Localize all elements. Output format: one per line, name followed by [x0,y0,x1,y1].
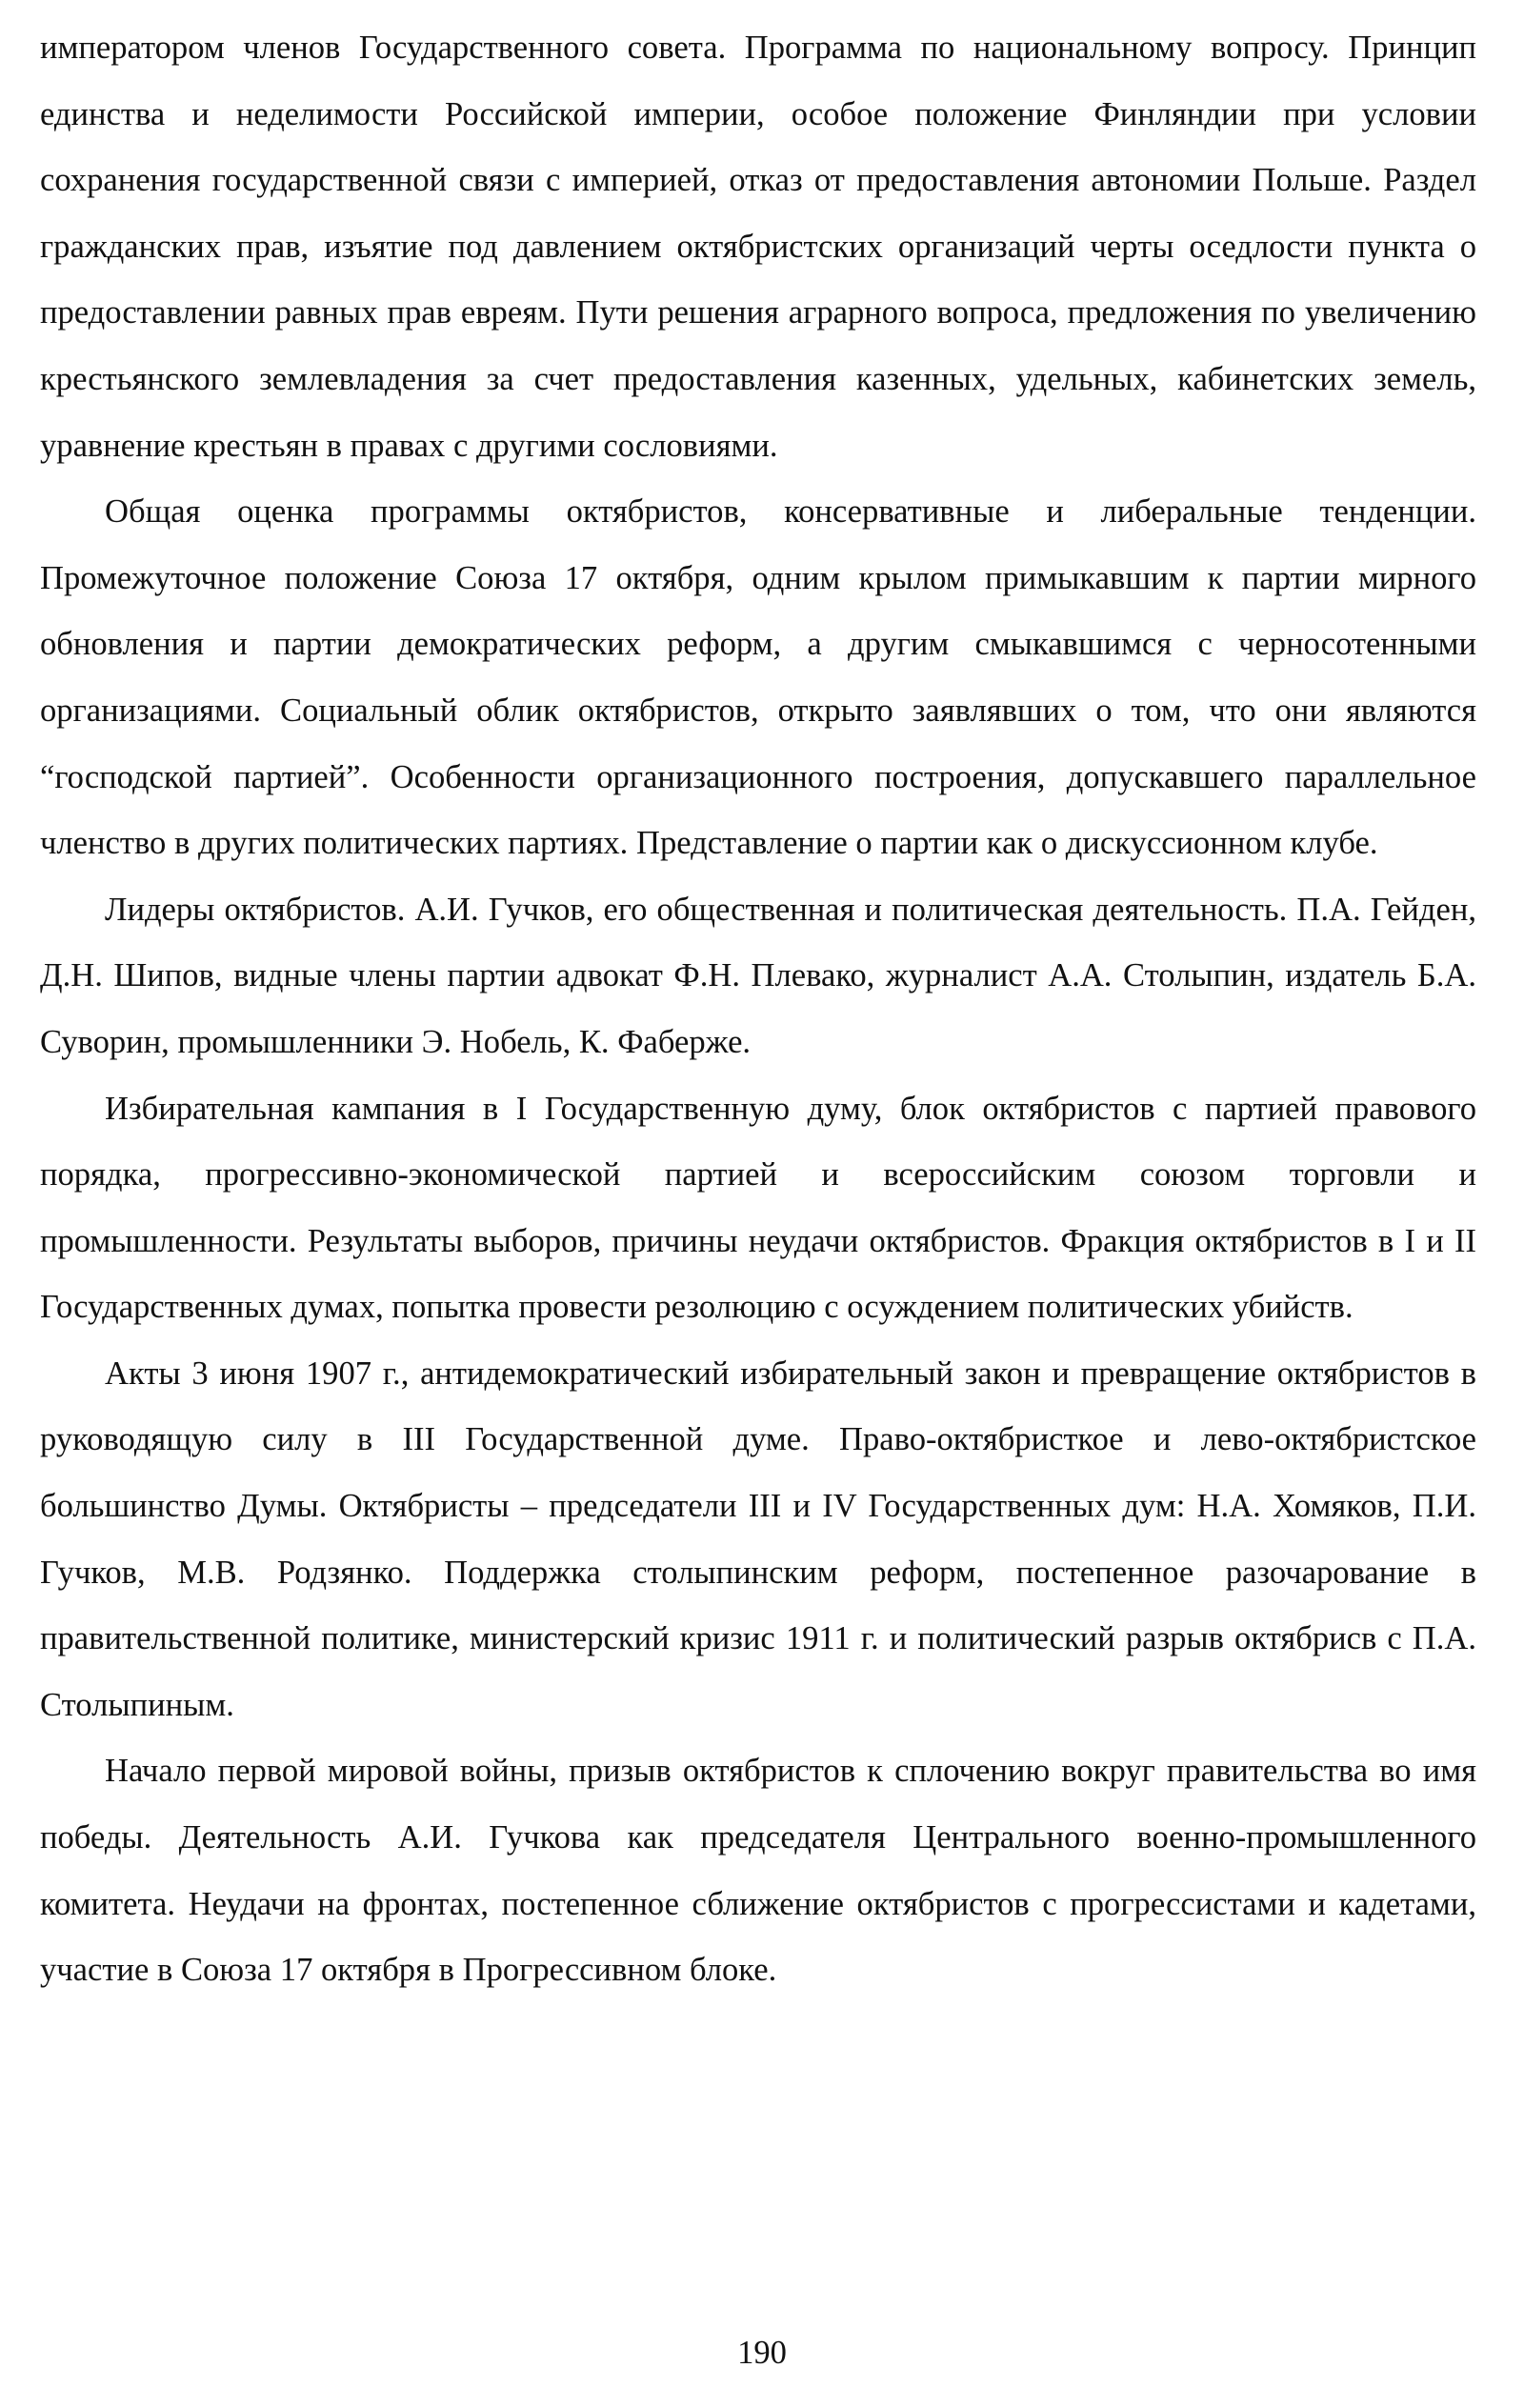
paragraph-3: Лидеры октябристов. А.И. Гучков, его общественная и политическая деятельность. П.А. Гейден, Д.Н. Шипов, видные члены партии адвокат Ф.Н. Плевако, журналист А.А. Столыпин, издатель Б.А. Суворин, промышленники Э. Нобель, К. Фаберже. [40,891,1476,1060]
paragraph-5: Акты 3 июня 1907 г., антидемократический избирательный закон и превращение октябристов в руководящую силу в III Государственной думе. Право-октябристкое и лево-октябристское большинство Думы. Октябристы – председатели III и IV Государственных дум: Н.А. Хомяков, П.И. Гучков, М.В. Родзянко. Поддержка столыпинским реформ, постепенное разочарование в правительственной политике, министерский кризис 1911 г. и политический разрыв октябрисв с П.А. Столыпиным. [40,1354,1476,1723]
paragraph-2: Общая оценка программы октябристов, консервативные и либеральные тенденции. Промежуточное положение Союза 17 октября, одним крылом примыкавшим к партии мирного обновления и партии демократических реформ, а другим смыкавшимся с черносотенными организациями. Социальный облик октябристов, открыто заявлявших о том, что они являются “господской партией”. Особенности организационного построения, допускавшего параллельное членство в других политических партиях. Представление о партии как о дискуссионном клубе. [40,493,1476,862]
paragraph-6: Начало первой мировой войны, призыв октябристов к сплочению вокруг правительства во имя победы. Деятельность А.И. Гучкова как председателя Центрального военно-промышленного комитета. Неудачи на фронтах, постепенное сближение октябристов с прогрессистами и кадетами, участие в Союза 17 октября в Прогрессивном блоке. [40,1753,1476,1989]
paragraph-4: Избирательная кампания в I Государственную думу, блок октябристов с партией правового порядка, прогрессивно-экономической партией и всероссийским союзом торговли и промышленности. Результаты выборов, причины неудачи октябристов. Фракция октябристов в I и II Государственных думах, попытка провести резолюцию с осуждением политических убийств. [40,1090,1476,1326]
document-page [40,15,1476,2004]
paragraph-1: императором членов Государственного совета. Программа по национальному вопросу. Принцип единства и неделимости Российской империи, особое положение Финляндии при условии сохранения государственной связи с империей, отказ от предоставления автономии Польше. Раздел гражданских прав, изъятие под давлением октябристских организаций черты оседлости пункта о предоставлении равных прав евреям. Пути решения аграрного вопроса, предложения по увеличению крестьянского землевладения за счет предоставления казенных, удельных, кабинетских земель, уравнение крестьян в правах с другими сословиями. [40,30,1476,464]
page-number: 190 [737,2335,787,2371]
